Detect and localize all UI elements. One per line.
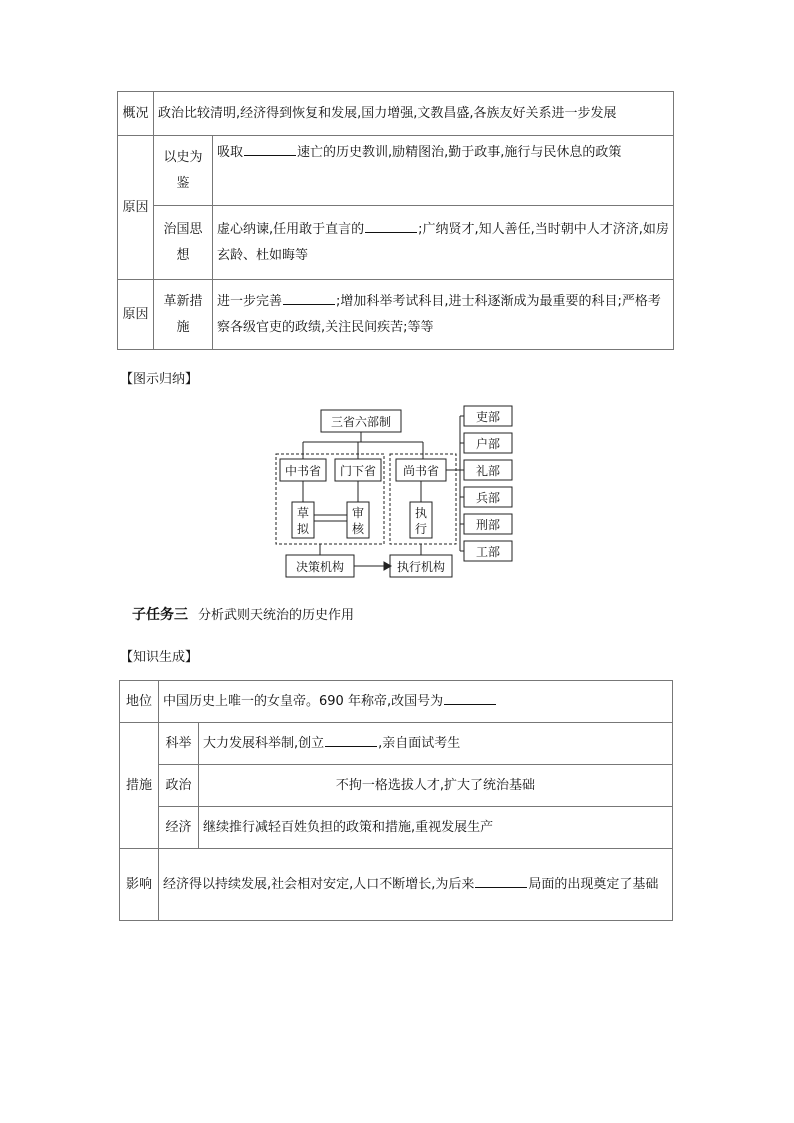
diagram-top-label: 三省六部制 xyxy=(330,415,392,429)
politics-subheader: 政治 xyxy=(159,765,199,807)
answer-blank xyxy=(283,292,335,305)
ministry-label: 工部 xyxy=(475,545,501,559)
answer-blank xyxy=(444,692,496,705)
lesson-text: 吸取 速亡的历史教训,励精图治,勤于政事,施行与民休息的政策 xyxy=(213,136,674,206)
menxia-label: 门下省 xyxy=(339,464,377,478)
governance-thought-text: 虚心纳谏,任用敢于直言的 ;广纳贤才,知人善任,当时朝中人才济济,如房玄龄、杜如晦等 xyxy=(213,206,674,280)
wu-zetian-table xyxy=(119,680,673,921)
economy-text: 继续推行减轻百姓负担的政策和措施,重视发展生产 xyxy=(199,807,673,849)
exam-text: 大力发展科举制,创立 ,亲自面试考生 xyxy=(199,723,673,765)
decision-org-label: 决策机构 xyxy=(295,560,345,574)
review-label-1: 审 xyxy=(351,506,365,520)
politics-text: 不拘一格选拔人才,扩大了统治基础 xyxy=(199,765,673,807)
answer-blank xyxy=(365,220,417,233)
draft-label-2: 拟 xyxy=(296,522,310,536)
three-departments-diagram xyxy=(270,402,520,582)
overview-text: 政治比较清明,经济得到恢复和发展,国力增强,文教昌盛,各族友好关系进一步发展 xyxy=(154,92,674,136)
shangshu-label: 尚书省 xyxy=(402,464,440,478)
execute-label-2: 行 xyxy=(414,522,428,536)
reason-header: 原因 xyxy=(118,136,154,280)
ministry-label: 刑部 xyxy=(475,518,501,532)
measures-header: 措施 xyxy=(120,723,159,849)
governance-table xyxy=(117,91,674,350)
answer-blank xyxy=(244,143,296,156)
ministry-label: 兵部 xyxy=(475,491,501,505)
ministry-label: 礼部 xyxy=(475,464,501,478)
draft-label-1: 草 xyxy=(296,506,310,520)
status-text: 中国历史上唯一的女皇帝。690 年称帝,改国号为 xyxy=(159,681,673,723)
exam-subheader: 科举 xyxy=(159,723,199,765)
lesson-subheader: 以史为鉴 xyxy=(154,136,213,206)
status-header: 地位 xyxy=(120,681,159,723)
answer-blank xyxy=(325,734,377,747)
section-summary-heading: 【图示归纳】 xyxy=(120,372,199,387)
governance-thought-subheader: 治国思想 xyxy=(154,206,213,280)
subtask-title xyxy=(132,604,354,624)
ministry-label: 户部 xyxy=(475,437,501,451)
economy-subheader: 经济 xyxy=(159,807,199,849)
answer-blank xyxy=(475,875,527,888)
section-knowledge-heading: 【知识生成】 xyxy=(120,650,199,665)
impact-text: 经济得以持续发展,社会相对安定,人口不断增长,为后来 局面的出现奠定了基础 xyxy=(159,849,673,921)
reason-header-2: 原因 xyxy=(118,280,154,350)
review-label-2: 核 xyxy=(351,522,365,536)
reform-subheader: 革新措施 xyxy=(154,280,213,350)
zhongshu-label: 中书省 xyxy=(284,464,322,478)
impact-header: 影响 xyxy=(120,849,159,921)
overview-header: 概况 xyxy=(118,92,154,136)
ministry-label: 吏部 xyxy=(475,410,501,424)
execution-org-label: 执行机构 xyxy=(396,560,446,574)
execute-label-1: 执 xyxy=(414,506,428,520)
subtask-text: 分析武则天统治的历史作用 xyxy=(198,608,355,623)
reform-text: 进一步完善 ;增加科举考试科目,进士科逐渐成为最重要的科目;严格考察各级官吏的政绩,关注民间疾苦;等等 xyxy=(213,280,674,350)
subtask-label: 子任务三 xyxy=(132,607,188,623)
